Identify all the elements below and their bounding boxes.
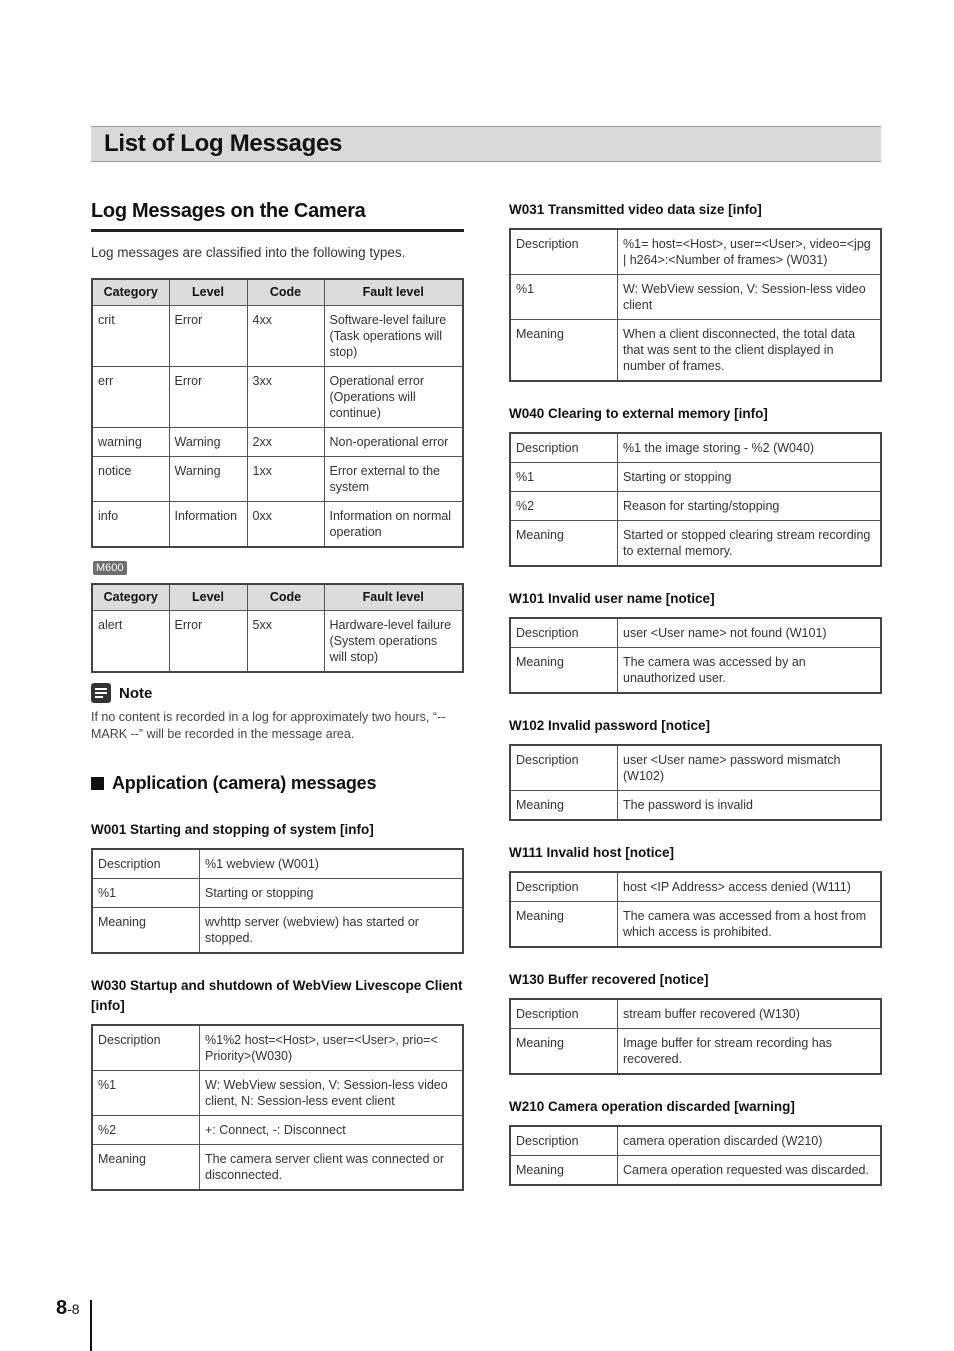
table-row: [510, 320, 881, 382]
field-name-cell: Description: [92, 849, 200, 879]
table-row: [510, 275, 881, 320]
message-title: W102 Invalid password [notice]: [509, 718, 711, 733]
right-message-list: [509, 200, 882, 1186]
message-title: W001 Starting and stopping of system [info]: [91, 822, 374, 837]
field-name-cell: Description: [510, 1126, 618, 1156]
table-row: [92, 306, 463, 367]
table-cell: err: [92, 367, 169, 428]
table-cell: Non-operational error: [324, 428, 463, 457]
message-table: [509, 871, 882, 948]
field-name-cell: Meaning: [510, 320, 618, 382]
table-cell: Warning: [169, 457, 247, 502]
table-row: [510, 902, 881, 948]
field-name-cell: Meaning: [510, 648, 618, 694]
table-cell: Information: [169, 502, 247, 548]
subsection-title: Application (camera) messages: [112, 773, 377, 793]
field-value-cell: %1 the image storing - %2 (W040): [618, 433, 882, 463]
table-row: [510, 1156, 881, 1186]
table-cell: Hardware-level failure (System operations will stop): [324, 611, 463, 673]
field-value-cell: When a client disconnected, the total data that was sent to the client displayed in number of frames.: [618, 320, 882, 382]
level-table-header: [92, 279, 463, 306]
table-row: [510, 745, 881, 791]
field-name-cell: Meaning: [510, 791, 618, 821]
table-cell: Error: [169, 611, 247, 673]
message-block: [91, 820, 464, 954]
field-name-cell: %1: [92, 1071, 200, 1116]
left-column: [91, 200, 464, 1213]
message-block: [91, 976, 464, 1191]
field-name-cell: %1: [510, 463, 618, 492]
field-value-cell: Reason for starting/stopping: [618, 492, 882, 521]
field-name-cell: Meaning: [510, 902, 618, 948]
table-header-cell: Category: [92, 584, 169, 611]
field-value-cell: W: WebView session, V: Session-less video client: [618, 275, 882, 320]
field-name-cell: Description: [510, 229, 618, 275]
square-bullet-icon: [91, 777, 104, 790]
field-value-cell: Camera operation requested was discarded.: [618, 1156, 882, 1186]
table-row: [510, 1029, 881, 1075]
message-table: [509, 998, 882, 1075]
table-cell: warning: [92, 428, 169, 457]
table-row: [510, 791, 881, 821]
table-row: [92, 1025, 463, 1071]
note-title: Note: [119, 684, 153, 702]
message-title: W031 Transmitted video data size [info]: [509, 202, 762, 217]
table-cell: 3xx: [247, 367, 324, 428]
table-row: [92, 879, 463, 908]
table-cell: 2xx: [247, 428, 324, 457]
field-name-cell: Meaning: [92, 1145, 200, 1191]
field-name-cell: Description: [510, 745, 618, 791]
field-value-cell: camera operation discarded (W210): [618, 1126, 882, 1156]
table-cell: Error: [169, 367, 247, 428]
table-row: [92, 428, 463, 457]
message-title: W030 Startup and shutdown of WebView Livescope Client [info]: [91, 978, 463, 1013]
field-name-cell: Description: [510, 433, 618, 463]
message-block: [509, 970, 882, 1075]
field-name-cell: %2: [92, 1116, 200, 1145]
message-table: [509, 432, 882, 567]
field-value-cell: The password is invalid: [618, 791, 882, 821]
message-block: [509, 716, 882, 821]
field-name-cell: Description: [510, 872, 618, 902]
table-row: [92, 502, 463, 548]
message-block: [509, 589, 882, 694]
m600-table: [91, 583, 464, 673]
level-table-body: [92, 306, 463, 548]
table-row: [510, 492, 881, 521]
table-cell: Information on normal operation: [324, 502, 463, 548]
table-header-cell: Fault level: [324, 279, 463, 306]
table-header-cell: Fault level: [324, 584, 463, 611]
table-row: [510, 229, 881, 275]
m600-badge: M600: [93, 561, 127, 575]
field-value-cell: %1%2 host=<Host>, user=<User>, prio=< Priority>(W030): [200, 1025, 464, 1071]
field-name-cell: Meaning: [510, 1156, 618, 1186]
page-suffix: -8: [67, 1301, 80, 1317]
field-value-cell: The camera server client was connected or disconnected.: [200, 1145, 464, 1191]
page-number: [56, 1297, 80, 1320]
field-value-cell: user <User name> not found (W101): [618, 618, 882, 648]
table-header-cell: Level: [169, 584, 247, 611]
field-value-cell: Image buffer for stream recording has recovered.: [618, 1029, 882, 1075]
message-table: [509, 744, 882, 821]
left-message-list: [91, 820, 464, 1191]
table-header-cell: Code: [247, 584, 324, 611]
table-row: [92, 367, 463, 428]
field-value-cell: +: Connect, -: Disconnect: [200, 1116, 464, 1145]
table-row: [510, 433, 881, 463]
note-text: If no content is recorded in a log for approximately two hours, “-- MARK --” will be recorded in the message area.: [91, 710, 446, 741]
table-row: [92, 1145, 463, 1191]
note-header: [91, 683, 464, 703]
message-block: [509, 404, 882, 567]
message-title: W130 Buffer recovered [notice]: [509, 972, 709, 987]
table-cell: 1xx: [247, 457, 324, 502]
field-value-cell: %1= host=<Host>, user=<User>, video=<jpg | h264>:<Number of frames> (W031): [618, 229, 882, 275]
message-title: W101 Invalid user name [notice]: [509, 591, 715, 606]
table-cell: 5xx: [247, 611, 324, 673]
table-cell: Error: [169, 306, 247, 367]
message-table: [91, 848, 464, 954]
table-row: [92, 1071, 463, 1116]
chapter-header: [91, 126, 881, 162]
table-row: [92, 1116, 463, 1145]
chapter-number: 8: [56, 1297, 68, 1319]
field-name-cell: Description: [510, 618, 618, 648]
message-title: W040 Clearing to external memory [info]: [509, 406, 768, 421]
message-block: [509, 1097, 882, 1186]
table-row: [510, 463, 881, 492]
field-name-cell: %1: [92, 879, 200, 908]
m600-table-header: [92, 584, 463, 611]
field-name-cell: %1: [510, 275, 618, 320]
table-row: [92, 611, 463, 673]
field-value-cell: The camera was accessed from a host from which access is prohibited.: [618, 902, 882, 948]
field-name-cell: Description: [92, 1025, 200, 1071]
field-value-cell: user <User name> password mismatch (W102): [618, 745, 882, 791]
message-table: [509, 617, 882, 694]
field-value-cell: Starting or stopping: [618, 463, 882, 492]
chapter-title: List of Log Messages: [104, 130, 343, 157]
table-cell: crit: [92, 306, 169, 367]
right-column: [509, 200, 882, 1208]
field-value-cell: Starting or stopping: [200, 879, 464, 908]
message-title: W210 Camera operation discarded [warning]: [509, 1099, 795, 1114]
field-name-cell: Meaning: [510, 1029, 618, 1075]
message-table: [509, 1125, 882, 1186]
table-cell: Warning: [169, 428, 247, 457]
message-block: [509, 843, 882, 948]
table-cell: info: [92, 502, 169, 548]
table-cell: notice: [92, 457, 169, 502]
note-icon: [91, 683, 111, 703]
page-divider: [90, 1300, 92, 1351]
field-value-cell: W: WebView session, V: Session-less video client, N: Session-less event client: [200, 1071, 464, 1116]
field-name-cell: %2: [510, 492, 618, 521]
field-name-cell: Meaning: [510, 521, 618, 567]
table-row: [92, 908, 463, 954]
message-table: [509, 228, 882, 382]
table-cell: Operational error (Operations will continue): [324, 367, 463, 428]
field-name-cell: Description: [510, 999, 618, 1029]
field-name-cell: Meaning: [92, 908, 200, 954]
section-title: Log Messages on the Camera: [91, 200, 464, 232]
field-value-cell: The camera was accessed by an unauthorized user.: [618, 648, 882, 694]
subsection-heading: [91, 773, 464, 794]
table-header-cell: Code: [247, 279, 324, 306]
table-row: [510, 648, 881, 694]
table-row: [510, 618, 881, 648]
table-cell: 4xx: [247, 306, 324, 367]
message-table: [91, 1024, 464, 1191]
table-cell: 0xx: [247, 502, 324, 548]
message-block: [509, 200, 882, 382]
message-title: W111 Invalid host [notice]: [509, 845, 675, 860]
field-value-cell: Started or stopped clearing stream recording to external memory.: [618, 521, 882, 567]
table-cell: Error external to the system: [324, 457, 463, 502]
table-row: [510, 1126, 881, 1156]
field-value-cell: host <IP Address> access denied (W111): [618, 872, 882, 902]
table-cell: Software-level failure (Task operations will stop): [324, 306, 463, 367]
m600-table-body: [92, 611, 463, 673]
table-header-cell: Category: [92, 279, 169, 306]
field-value-cell: %1 webview (W001): [200, 849, 464, 879]
table-cell: alert: [92, 611, 169, 673]
level-table: [91, 278, 464, 548]
table-row: [510, 872, 881, 902]
field-value-cell: stream buffer recovered (W130): [618, 999, 882, 1029]
intro-text: Log messages are classified into the following types.: [91, 245, 406, 260]
table-row: [92, 849, 463, 879]
table-header-cell: Level: [169, 279, 247, 306]
field-value-cell: wvhttp server (webview) has started or stopped.: [200, 908, 464, 954]
table-row: [510, 999, 881, 1029]
table-row: [510, 521, 881, 567]
table-row: [92, 457, 463, 502]
